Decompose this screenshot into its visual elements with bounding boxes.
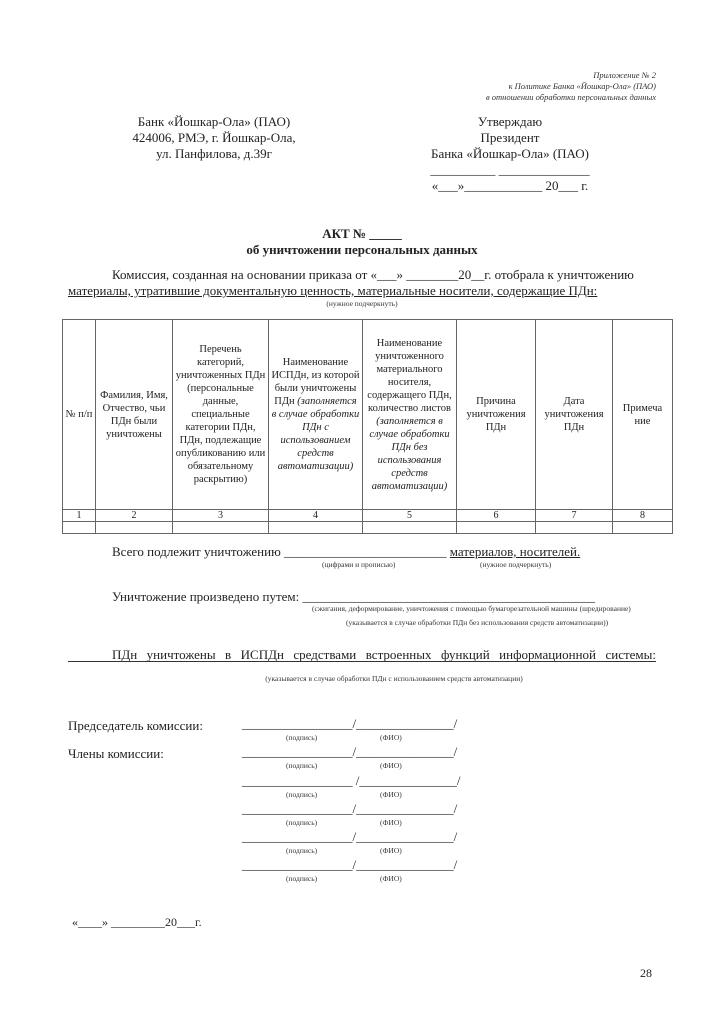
member-sign-row-3[interactable]: _________________/_______________/ [242,801,458,816]
approval-block [400,114,620,194]
destruction-hint-2: (указывается в случае обработки ПДн без использования средств автоматизации)) [346,618,609,627]
table-cell[interactable] [173,522,269,534]
fio-hint: (ФИО) [380,874,402,883]
act-title: АКТ № _____ [322,226,402,241]
member-sign-row-1[interactable]: _________________/_______________/ [242,744,458,759]
col-number: 8 [613,510,673,522]
table-cell[interactable] [457,522,536,534]
chairman-sign-row[interactable]: _________________/_______________/ [242,716,458,731]
sign-hint: (подпись) [286,761,318,770]
member-sign-row-4[interactable]: _________________/_______________/ [242,829,458,844]
sign-hint: (подпись) [286,874,318,883]
approval-org: Банка «Йошкар-Ола» (ПАО) [430,146,590,161]
fio-hint: (ФИО) [380,818,402,827]
fio-hint: (ФИО) [380,790,402,799]
destruction-method-line[interactable]: Уничтожение произведено путем: _____________________________________________ [112,589,596,604]
approval-position: Президент [480,130,540,145]
intro-paragraph [68,267,656,299]
col-number: 2 [96,510,173,522]
table-cell[interactable] [613,522,673,534]
fio-hint: (ФИО) [380,733,402,742]
header-cell-1: № п/п [63,320,96,510]
footer-date[interactable]: «____» _________20___г. [72,915,202,929]
appendix-line-1: Приложение № 2 [593,70,656,80]
bank-name: Банк «Йошкар-Ола» (ПАО) [137,114,291,129]
intro-text-2: материалы, утратившие документальную ценность, материальные носители, содержащие ПДн: [68,283,598,298]
table-cell[interactable] [96,522,173,534]
member-sign-row-5[interactable]: _________________/_______________/ [242,857,458,872]
sign-hint: (подпись) [286,818,318,827]
intro-text-1[interactable]: Комиссия, созданная на основании приказа от «___» ________20__г. отобрала к уничтожению [112,267,634,282]
approval-title: Утверждаю [477,114,543,129]
col-number: 4 [269,510,363,522]
total-hint-digits: (цифрами и прописью) [322,560,396,569]
member-sign-row-2[interactable]: _________________ /_______________/ [242,773,461,788]
appendix-line-2: к Политике Банка «Йошкар-Ола» (ПАО) [508,81,656,91]
bank-address-1: 424006, РМЭ, г. Йошкар-Ола, [132,130,296,145]
act-subtitle: об уничтожении персональных данных [246,242,478,257]
ispdn-blank[interactable] [68,661,656,662]
total-blank[interactable]: _________________________ [284,544,447,559]
col-number: 7 [536,510,613,522]
total-hint-underline: (нужное подчеркнуть) [480,560,552,569]
table-header-row [63,320,673,510]
header-cell-2: Фамилия, Имя, Отчество, чьи ПДн были уничтожены [96,320,173,510]
header-cell-4: Наименование ИСПДн, из которой были уничтожены ПДн (заполняется в случае обработки ПДн с использованием средств автоматизации) [269,320,363,510]
col-number: 1 [63,510,96,522]
table-cell[interactable] [63,522,96,534]
header-cell-5: Наименование уничтоженного материального носителя, содержащего ПДн, количество листов (заполняется в случае обработки ПДн без использования средств автоматизации) [363,320,457,510]
fio-hint: (ФИО) [380,846,402,855]
col-number: 3 [173,510,269,522]
table-row [63,522,673,534]
header-cell-3: Перечень категорий, уничтоженных ПДн (персональные данные, специальные категории ПДн, ПДн, подлежащие опубликованию или обязательному раскрытию) [173,320,269,510]
ispdn-hint: (указывается в случае обработки ПДн с использованием средств автоматизации) [265,674,523,683]
table-cell[interactable] [269,522,363,534]
sign-hint: (подпись) [286,846,318,855]
sign-hint: (подпись) [286,733,318,742]
destruction-table [62,319,673,534]
total-suffix: материалов, носителей. [449,544,581,559]
table-cell[interactable] [536,522,613,534]
members-label: Члены комиссии: [68,746,164,761]
table-number-row [63,510,673,522]
chairman-label: Председатель комиссии: [68,718,203,733]
col-number: 5 [363,510,457,522]
header-cell-7: Дата уничтожения ПДн [536,320,613,510]
approval-date-line[interactable]: «___»____________ 20___ г. [431,178,589,193]
header-cell-8: Примеча ние [613,320,673,510]
table-cell[interactable] [363,522,457,534]
fio-hint: (ФИО) [380,761,402,770]
appendix-line-3: в отношении обработки персональных данных [485,92,656,102]
total-prefix: Всего подлежит уничтожению [112,544,285,559]
approval-sign-line[interactable]: __________ ______________ [430,162,590,177]
total-line [112,544,580,560]
header-cell-6: Причина уничтожения ПДн [457,320,536,510]
act-title-block [0,226,724,258]
bank-info [100,114,328,162]
destruction-hint-1: (сжигания, деформирование, уничтожения с помощью бумагорезательной машины (шредирование) [312,604,631,613]
intro-hint: (нужное подчеркнуть) [326,299,398,308]
ispdn-line: ПДн уничтожены в ИСПДн средствами встроенных функций информационной системы: [112,647,656,662]
bank-address-2: ул. Панфилова, д.39г [156,146,272,161]
sign-hint: (подпись) [286,790,318,799]
appendix-note [486,70,656,103]
page-number: 28 [640,966,652,980]
col-number: 6 [457,510,536,522]
